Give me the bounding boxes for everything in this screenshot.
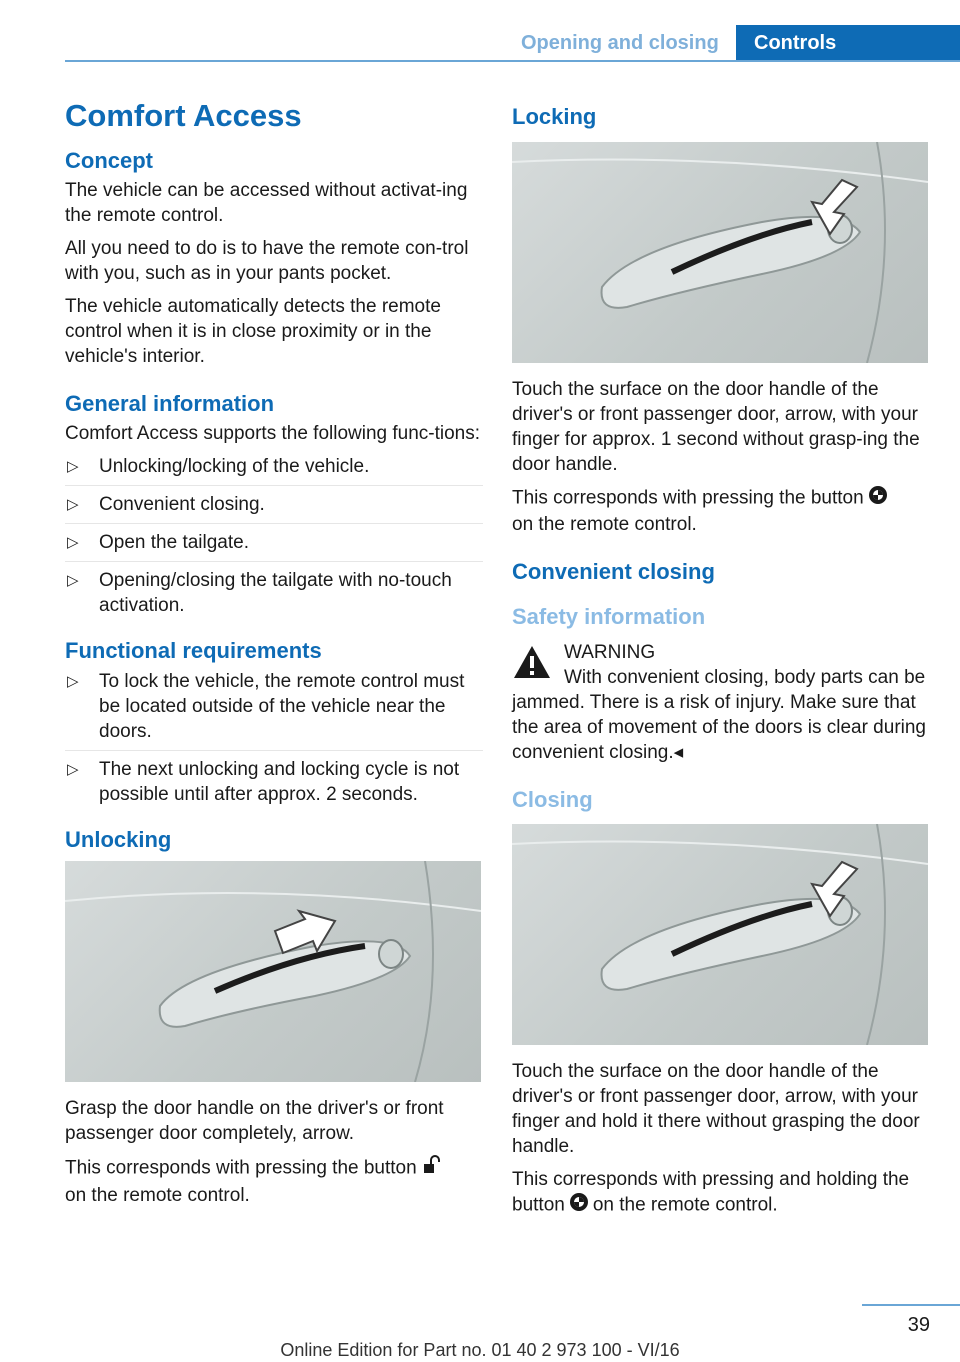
list-item-text: Open the tailgate. (99, 532, 249, 554)
list-item (65, 669, 483, 751)
list-item (65, 568, 483, 624)
footer-rule (862, 1304, 960, 1306)
bullet-triangle-icon: ▷ (67, 496, 79, 514)
functions-list (65, 454, 483, 624)
closing-paragraph-2-start: This corresponds with pressing and holding the button (512, 1168, 910, 1216)
bullet-triangle-icon: ▷ (67, 534, 79, 552)
unlocking-paragraph-1: Grasp the door handle on the driver's or front passenger door completely, arrow. (65, 1098, 444, 1145)
door-handle-hold-image (512, 824, 928, 1045)
unlocking-heading: Unlocking (65, 826, 172, 852)
concept-heading: Concept (65, 147, 153, 173)
list-item-text: Convenient closing. (99, 494, 265, 516)
right-column (512, 98, 928, 1227)
convenient-closing-heading: Convenient closing (512, 559, 715, 585)
list-item-text: To lock the vehicle, the remote control must be located outside of the vehicle near the doors. (99, 670, 465, 742)
unlocking-paragraph-2-start: This corresponds with pressing the button (65, 1157, 417, 1179)
closing-paragraph-2-end: on the remote control. (592, 1194, 778, 1216)
warning-block (512, 640, 928, 665)
unlocking-paragraph-2-end: on the remote control. (65, 1185, 250, 1207)
requirements-list (65, 669, 483, 813)
list-item (65, 757, 483, 813)
page-title: Comfort Access (65, 98, 302, 133)
bmw-logo-icon (569, 1192, 589, 1219)
header-rule (65, 60, 960, 62)
warning-title: WARNING (564, 642, 656, 664)
bullet-triangle-icon: ▷ (67, 458, 79, 476)
general-information-intro: Comfort Access supports the following func-tions: (65, 423, 481, 445)
concept-paragraph-3: The vehicle automatically detects the remote control when it is in close proximity or in the vehicle's interior. (65, 296, 441, 368)
closing-paragraph-2 (512, 1167, 928, 1219)
locking-paragraph-2-start: This corresponds with pressing the button (512, 487, 864, 509)
locking-paragraph-2-end: on the remote control. (512, 514, 697, 536)
bullet-triangle-icon: ▷ (67, 672, 79, 690)
warning-triangle-icon (512, 644, 552, 685)
bullet-triangle-icon: ▷ (67, 572, 79, 590)
door-handle-grasp-image (65, 861, 481, 1082)
locking-heading: Locking (512, 104, 597, 129)
footer-edition-text: Online Edition for Part no. 01 40 2 973 100 - VI/16 (280, 1340, 680, 1360)
unlock-icon (421, 1154, 443, 1183)
header-tab-controls[interactable]: Controls (736, 25, 960, 62)
safety-information-heading: Safety information (512, 603, 706, 629)
general-information-heading: General information (65, 391, 275, 417)
list-item (65, 492, 483, 524)
concept-paragraph-1: The vehicle can be accessed without activat-ing the remote control. (65, 180, 468, 227)
locking-paragraph-1: Touch the surface on the door handle of the driver's or front passenger door, arrow, with your finger for approx. 1 second without grasp-ing the door handle. (512, 379, 920, 476)
header-section-title: Opening and closing (521, 32, 719, 54)
list-item (65, 454, 483, 486)
warning-text: With convenient closing, body parts can be jammed. There is a risk of injury. Make sure that the area of movement of the doors is clear during convenient closing.◂ (512, 667, 927, 764)
page-number: 39 (907, 1314, 930, 1336)
closing-paragraph-1: Touch the surface on the door handle of the driver's or front passenger door, arrow, with your finger and hold it there without grasping the door handle. (512, 1060, 920, 1157)
left-column (65, 98, 483, 1216)
closing-heading: Closing (512, 787, 593, 813)
unlocking-paragraph-2 (65, 1154, 483, 1208)
concept-paragraph-2: All you need to do is to have the remote con-trol with you, such as in your pants pocket. (65, 238, 469, 285)
list-item-text: The next unlocking and locking cycle is not possible until after approx. 2 seconds. (99, 758, 460, 805)
functional-requirements-heading: Functional requirements (65, 638, 322, 664)
list-item-text: Unlocking/locking of the vehicle. (99, 456, 370, 478)
bullet-triangle-icon: ▷ (67, 760, 79, 778)
locking-paragraph-2 (512, 485, 928, 537)
list-item-text: Opening/closing the tailgate with no-touch activation. (99, 570, 452, 617)
door-handle-touch-image (512, 142, 928, 363)
list-item (65, 530, 483, 562)
bmw-logo-icon (868, 485, 888, 512)
